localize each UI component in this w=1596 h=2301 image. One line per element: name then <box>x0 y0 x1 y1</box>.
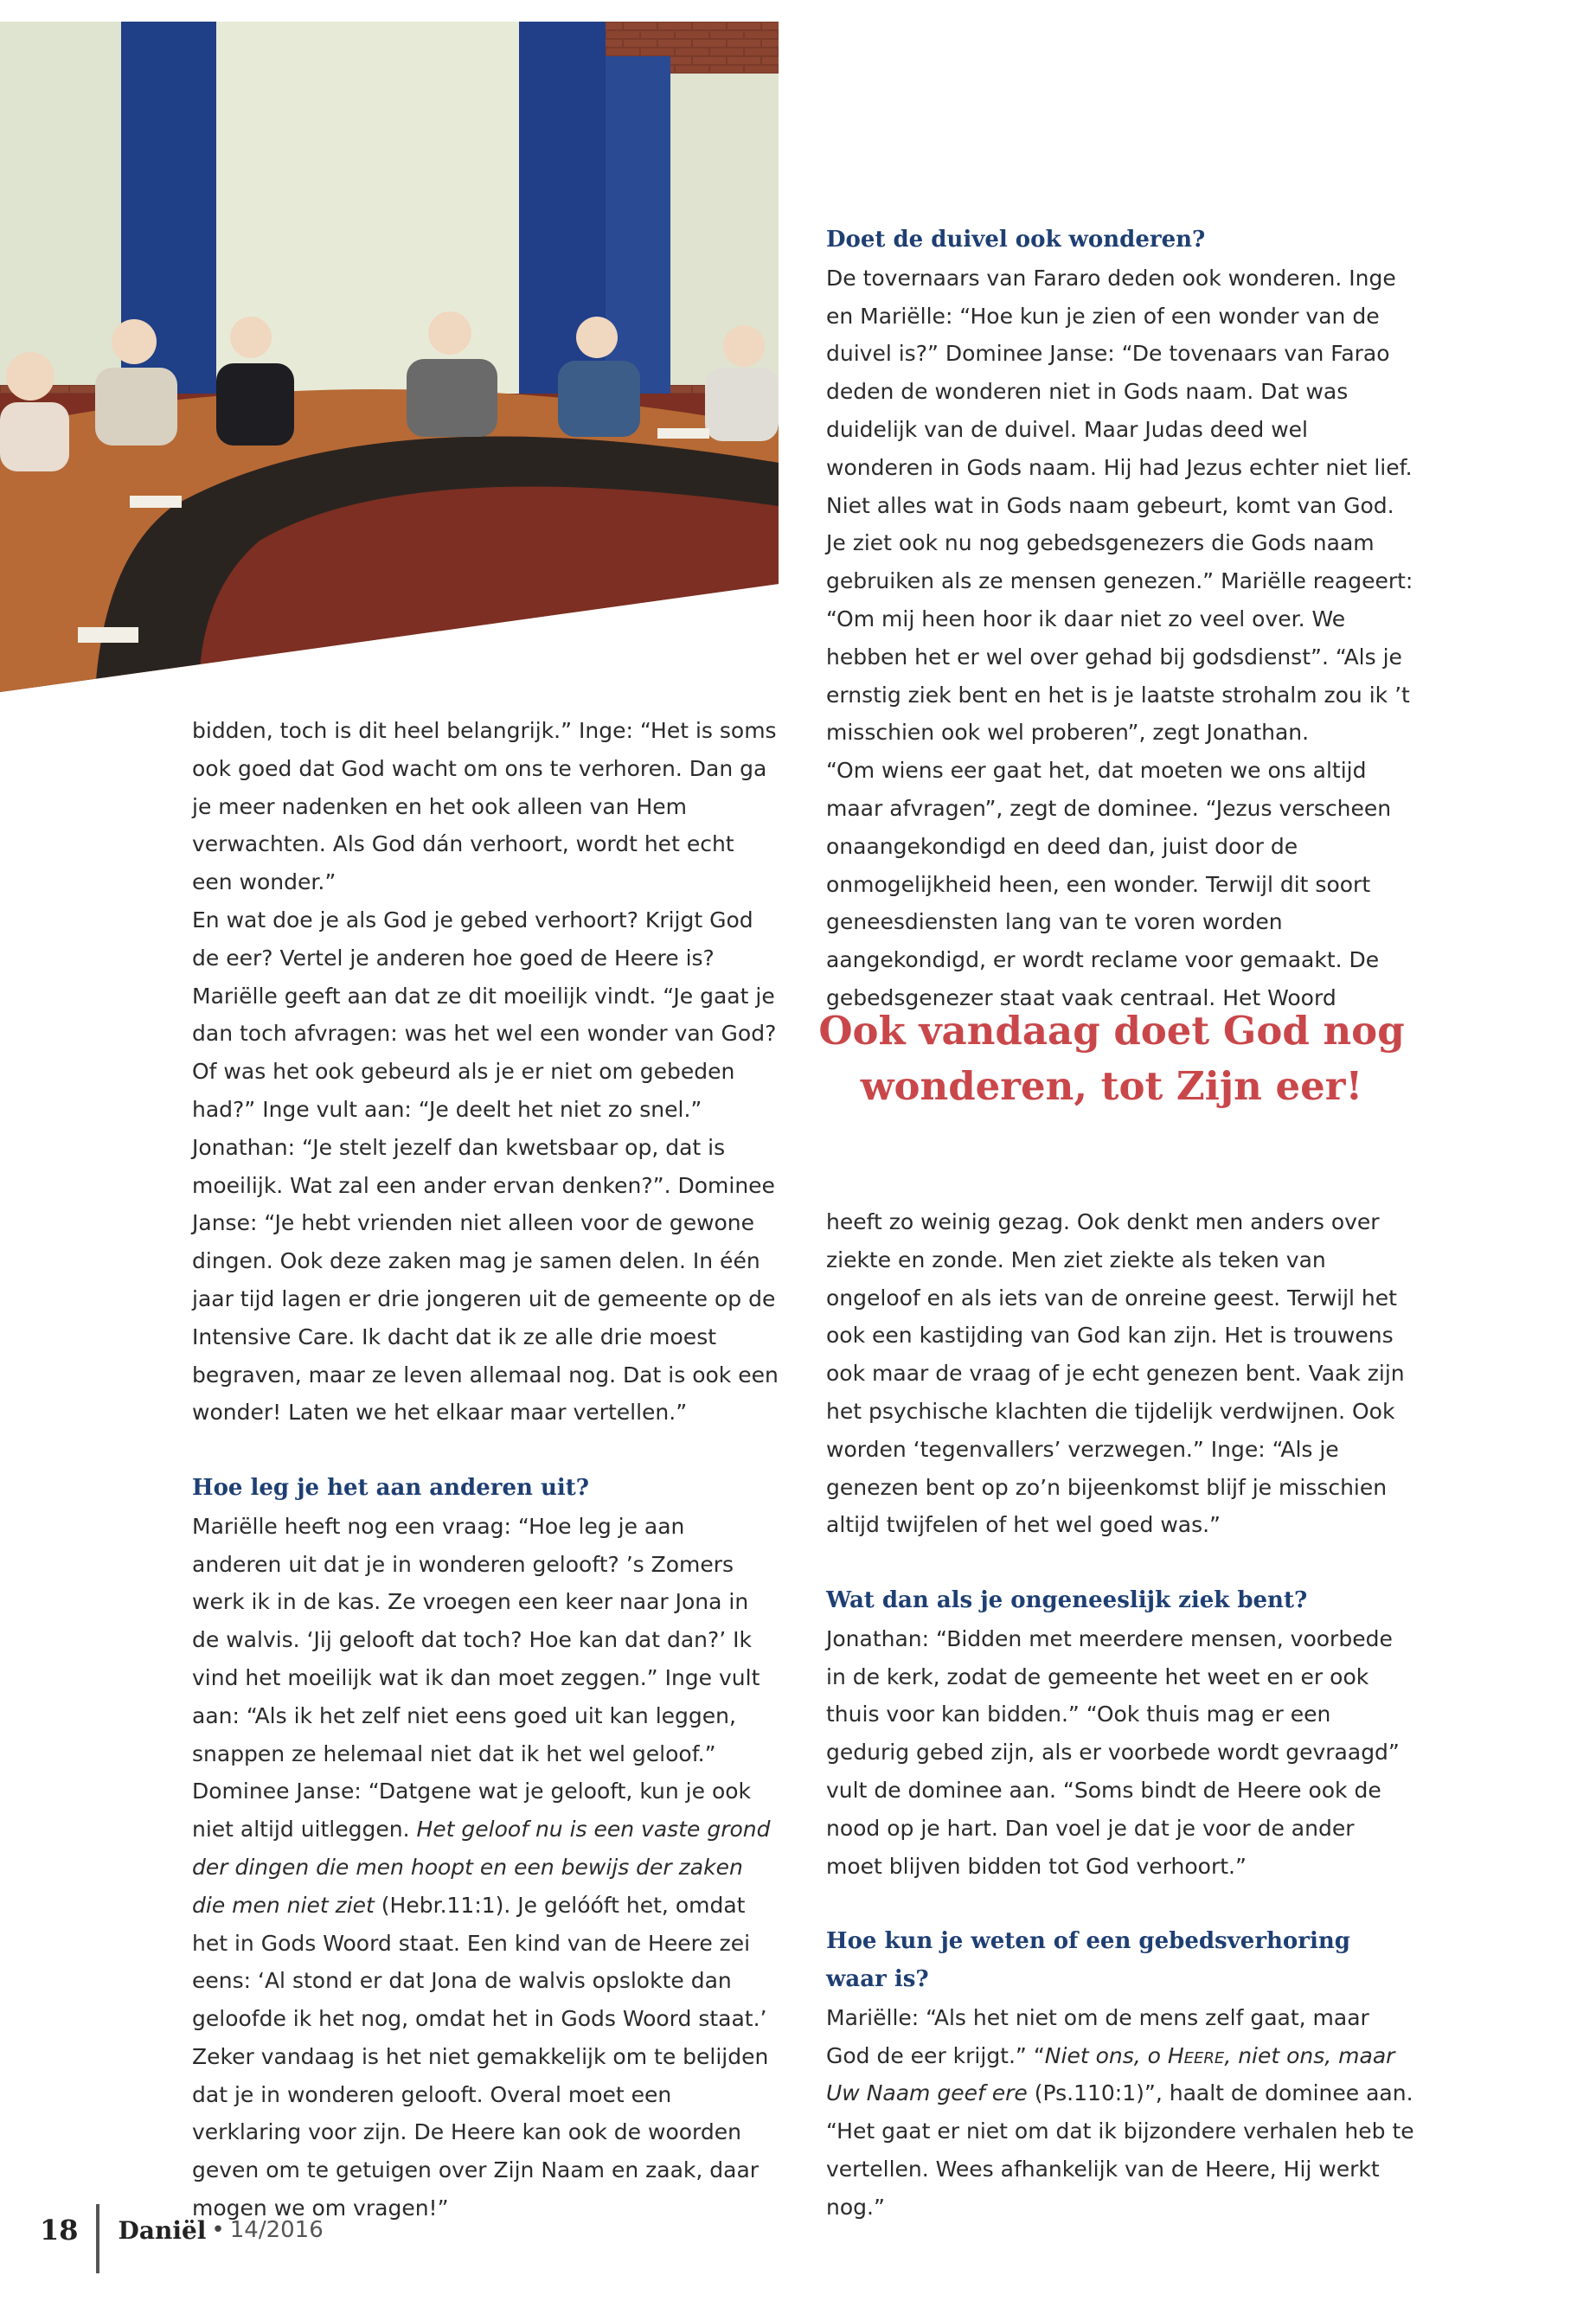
pull-quote <box>800 1003 1423 1114</box>
magazine-title: Daniël <box>118 2215 207 2245</box>
body-paragraph: De tovernaars van Fararo deden ook wonderen. Inge en Mariëlle: “Hoe kun je zien of een wonder van de duivel is?” Dominee Janse: “De tovenaars van Farao deden de wonderen niet in Gods naam. Dat was duidelijk van de duivel. Maar Judas deed wel wonderen in Gods naam. Hij had Jezus echter niet lief. Niet alles wat in Gods naam gebeurt, komt van God. Je ziet ook nu nog gebedsgenezers die Gods naam gebruiken als ze mensen genezen.” Mariëlle reageert: “Om mij heen hoor ik daar niet zo veel over. We hebben het er wel over gehad bij godsdienst”. “Als je ernstig ziek bent en het is je laatste strohalm zou ik ’t misschien ook wel proberen”, zegt Jonathan. <box>826 265 1413 746</box>
footer-divider <box>96 2204 99 2273</box>
footer-separator: • <box>211 2217 225 2243</box>
right-text-column-bottom <box>826 1203 1414 2227</box>
body-paragraph: En wat doe je als God je gebed verhoort? Krijgt God de eer? Vertel je anderen hoe goed de Heere is? Mariëlle geeft aan dat ze dit moeilijk vindt. “Je gaat je dan toch afvragen: was het wel een wonder van God? Of was het ook gebeurd als je er niet om gebeden had?” Inge vult aan: “Je deelt het niet zo snel.” Jonathan: “Je stelt jezelf dan kwetsbaar op, dat is moeilijk. Wat zal een ander ervan denken?”. Dominee Janse: “Je hebt vrienden niet alleen voor de gewone dingen. Ook deze zaken mag je samen delen. In één jaar tijd lagen er drie jongeren uit de gemeente op de Intensive Care. Ik dacht dat ik ze alle drie moest begraven, maar ze leven allemaal nog. Dat is ook een wonder! Laten we het elkaar maar vertellen.” <box>192 907 779 1426</box>
body-paragraph: Mariëlle heeft nog een vraag: “Hoe leg je aan anderen uit dat je in wonderen gelooft? ’s Zomers werk ik in de kas. Ze vroegen een keer naar Jona in de walvis. ‘Jij gelooft dat toch? Hoe kan dat dan?’ Ik vind het moeilijk wat ik dan moet zeggen.” Inge vult aan: “Als ik het zelf niet eens goed uit kan leggen, snappen ze helemaal niet dat ik het wel geloof.” Dominee Janse: “Datgene wat je gelooft, kun je ook niet altijd uitleggen. Het geloof nu is een vaste grond der dingen die men hoopt en een bewijs der zaken die men niet ziet (Hebr.11:1). Je gelóóft het, omdat het in Gods Woord staat. Een kind van de Heere zei eens: ‘Al stond er dat Jona de walvis opslokte dan geloofde ik het nog, omdat het in Gods Woord staat.’ Zeker vandaag is het niet gemakkelijk om te belijden dat je in wonderen gelooft. Overal moet een verklaring voor zijn. De Heere kan ook de woorden geven om te getuigen over Zijn Naam en zaak, daar mogen we om vragen!” <box>192 1513 771 2221</box>
page-footer <box>40 2204 324 2256</box>
body-paragraph: Jonathan: “Bidden met meerdere mensen, voorbede in de kerk, zodat de gemeente het weet en er ook thuis voor kan bidden.” “Ook thuis mag er een gedurig gebed zijn, als er voorbede wordt gevraagd” vult de dominee aan. “Soms bindt de Heere ook de nood op je hart. Dan voel je dat je voor de ander moet blijven bidden tot God verhoort.” <box>826 1625 1400 1879</box>
body-paragraph: “Om wiens eer gaat het, dat moeten we ons altijd maar afvragen”, zegt de dominee. “Jezus verscheen onaangekondigd en deed dan, juist door de onmogelijkheid heen, een wonder. Terwijl dit soort geneesdiensten lang van te voren worden aangekondigd, er wordt reclame voor gemaakt. De gebedsgenezer staat vaak centraal. Het Woord <box>826 758 1392 1010</box>
page-number: 18 <box>40 2214 79 2247</box>
left-text-column <box>192 712 780 2227</box>
pull-quote-line: Ook vandaag doet God nog <box>818 1008 1405 1054</box>
section-heading: Hoe leg je het aan anderen uit? <box>192 1474 589 1501</box>
section-heading: Wat dan als je ongeneeslijk ziek bent? <box>826 1586 1308 1613</box>
body-paragraph: Mariëlle: “Als het niet om de mens zelf gaat, maar God de eer krijgt.” “Niet ons, o Heere, niet ons, maar Uw Naam geef ere (Ps.110:1)”, haalt de dominee aan. “Het gaat er niet om dat ik bijzondere verhalen heb te vertellen. Wees afhankelijk van de Heere, Hij werkt nog.” <box>826 2004 1414 2220</box>
body-paragraph: bidden, toch is dit heel belangrijk.” Inge: “Het is soms ook goed dat God wacht om ons te verhoren. Dan ga je meer nadenken en het ook alleen van Hem verwachten. Als God dán verhoort, wordt het echt een wonder.” <box>192 718 777 895</box>
pull-quote-line: wonderen, tot Zijn eer! <box>860 1063 1363 1109</box>
body-paragraph: heeft zo weinig gezag. Ook denkt men anders over ziekte en zonde. Men ziet ziekte als teken van ongeloof en als iets van de onreine geest. Terwijl het ook een kastijding van God kan zijn. Het is trouwens ook maar de vraag of je echt genezen bent. Vaak zijn het psychische klachten die tijdelijk verdwijnen. Ook worden ‘tegenvallers’ verzwegen.” Inge: “Als je genezen bent op zo’n bijeenkomst blijf je misschien altijd twijfelen of het wel goed was.” <box>826 1209 1405 1538</box>
section-heading: Hoe kun je weten of een gebedsverhoring waar is? <box>826 1928 1350 1992</box>
group-photo <box>0 22 779 692</box>
right-text-column-top <box>826 221 1414 1017</box>
issue-number: 14/2016 <box>229 2217 324 2243</box>
section-heading: Doet de duivel ook wonderen? <box>826 227 1206 253</box>
scripture-quote: Niet ons, o Heere, niet ons, maar Uw Naam geef ere <box>826 2042 1395 2106</box>
scripture-quote: Het geloof nu is een vaste grond der dingen die men hoopt en een bewijs der zaken die men niet ziet <box>192 1817 771 1918</box>
